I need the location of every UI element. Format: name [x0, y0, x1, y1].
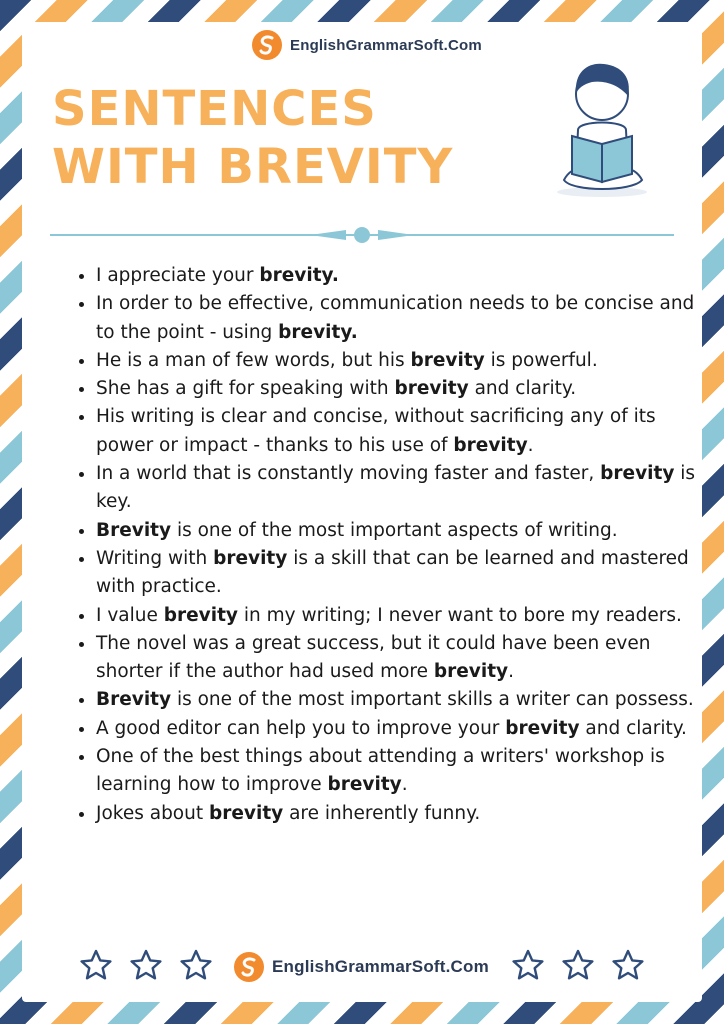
title-line-1: SENTENCES	[52, 81, 377, 137]
keyword-brevity: brevity	[600, 463, 675, 485]
keyword-brevity: brevity	[410, 349, 485, 371]
keyword-brevity: Brevity	[96, 689, 172, 711]
keyword-brevity: brevity	[505, 717, 580, 739]
list-item	[96, 262, 696, 290]
stars-right	[512, 949, 644, 981]
sentence-text: is one of the most important skills a writer can possess.	[171, 689, 694, 711]
sentence-text: is a skill that can be learned and mastered with practice.	[96, 547, 689, 598]
keyword-brevity: brevity	[209, 802, 284, 824]
list-item	[96, 743, 696, 800]
sentence-text: Jokes about	[96, 802, 209, 824]
sentence-text: and clarity.	[468, 378, 577, 400]
brand-name: EnglishGrammarSoft.Com	[272, 957, 489, 976]
keyword-brevity: brevity	[394, 378, 469, 400]
poster-card	[22, 22, 702, 1002]
section-divider	[50, 224, 674, 246]
list-item	[96, 686, 696, 714]
sentence-text: is powerful.	[484, 349, 598, 371]
star-outline-icon	[80, 949, 112, 981]
brand-footer[interactable]	[234, 952, 489, 982]
keyword-brevity: brevity	[213, 547, 288, 569]
keyword-brevity: brevity	[163, 604, 238, 626]
stars-left	[80, 949, 212, 981]
list-item	[96, 545, 696, 602]
sentence-text: are inherently funny.	[283, 802, 481, 824]
keyword-brevity: brevity	[433, 661, 509, 683]
sentence-text: One of the best things about attending a writers' workshop is learning how to improve	[96, 746, 665, 796]
keyword-brevity: Brevity	[96, 519, 172, 541]
star-outline-icon	[612, 949, 644, 981]
sentence-text: I value	[96, 604, 164, 626]
brand-name: EnglishGrammarSoft.Com	[290, 36, 482, 54]
star-outline-icon	[130, 949, 162, 981]
sentence-text: is one of the most important aspects of writing.	[171, 519, 618, 541]
star-outline-icon	[180, 949, 212, 981]
sentence-text: The novel was a great success, but it could have been even shorter if the author had used more	[96, 632, 651, 683]
s-swirl-logo-icon	[252, 30, 282, 60]
list-item	[96, 347, 696, 375]
brand-header[interactable]	[252, 30, 482, 60]
boy-reading-book-icon	[542, 52, 672, 202]
sentence-text: is key.	[96, 463, 696, 513]
sentence-text: in my writing; I never want to bore my readers.	[237, 604, 682, 626]
sentence-list	[74, 262, 696, 828]
sentence-text: I appreciate your	[96, 265, 260, 286]
sentence-text: In a world that is constantly moving faster and faster,	[96, 463, 601, 485]
sentence-text: and clarity.	[579, 717, 687, 739]
list-item	[96, 517, 696, 545]
keyword-brevity: brevity	[453, 434, 528, 456]
sentence-text: A good editor can help you to improve your	[96, 717, 506, 739]
title-line-2: WITH BREVITY	[52, 139, 454, 195]
list-item	[96, 290, 696, 347]
keyword-brevity: brevity.	[278, 321, 358, 343]
list-item	[96, 460, 696, 517]
list-item	[96, 715, 696, 743]
sentence-text: She has a gift for speaking with	[96, 378, 395, 400]
keyword-brevity: brevity.	[259, 265, 339, 286]
list-item	[96, 403, 696, 460]
sentence-text: Writing with	[96, 547, 214, 569]
keyword-brevity: brevity	[327, 774, 402, 796]
sentence-text: .	[401, 774, 408, 796]
sentence-text: His writing is clear and concise, without sacrificing any of its power or impact - thanks to his use of	[96, 406, 656, 456]
list-item	[96, 630, 696, 687]
star-outline-icon	[562, 949, 594, 981]
page-title	[52, 80, 453, 196]
list-item	[96, 375, 696, 403]
sentence-text: .	[508, 661, 514, 683]
s-swirl-logo-icon	[234, 952, 264, 982]
list-item	[96, 602, 696, 630]
list-item	[96, 800, 696, 828]
sentence-text: He is a man of few words, but his	[96, 349, 411, 371]
star-outline-icon	[512, 949, 544, 981]
sentence-text: In order to be effective, communication needs to be concise and to the point - using	[96, 293, 695, 343]
sentence-text: .	[527, 434, 534, 456]
